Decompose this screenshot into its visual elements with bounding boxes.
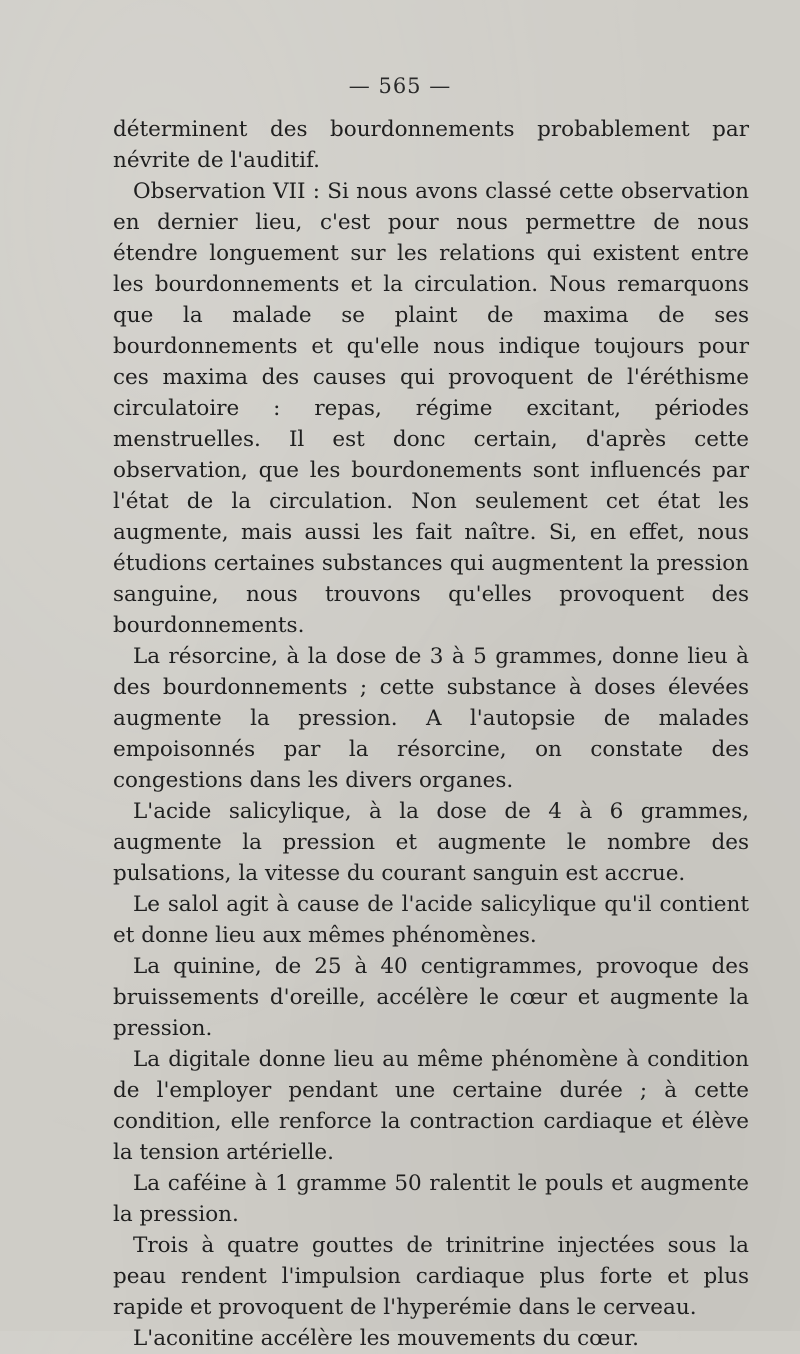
paragraph-8: La caféine à 1 gramme 50 ralentit le pouls et augmente la pression.	[113, 1171, 749, 1227]
paragraph-10: L'aconitine accélère les mouvements du cœur.	[133, 1326, 640, 1351]
paragraph-1: déterminent des bourdonnements probablement par névrite de l'auditif.	[113, 117, 749, 173]
body-text	[113, 114, 749, 1354]
page-number: — 565 —	[348, 74, 452, 98]
paragraph-5: Le salol agit à cause de l'acide salicylique qu'il contient et donne lieu aux mêmes phénomènes.	[113, 892, 749, 948]
paragraph-3: La résorcine, à la dose de 3 à 5 grammes, donne lieu à des bourdonnements ; cette substance à doses élevées augmente la pression. A l'autopsie de malades empoisonnés par la résorcine, on constate des congestions dans les divers organes.	[113, 644, 749, 793]
paragraph-6: La quinine, de 25 à 40 centigrammes, provoque des bruissements d'oreille, accélère le cœur et augmente la pression.	[113, 954, 749, 1041]
paragraph-9: Trois à quatre gouttes de trinitrine injectées sous la peau rendent l'impulsion cardiaque plus forte et plus rapide et provoquent de l'hyperémie dans le cerveau.	[113, 1233, 749, 1320]
paragraph-4: L'acide salicylique, à la dose de 4 à 6 grammes, augmente la pression et augmente le nombre des pulsations, la vitesse du courant sanguin est accrue.	[113, 799, 749, 886]
paragraph-2: Observation VII : Si nous avons classé cette observation en dernier lieu, c'est pour nous permettre de nous étendre longuement sur les relations qui existent entre les bourdonnements et la circulation. Nous remarquons que la malade se plaint de maxima de ses bourdonnements et qu'elle nous indique toujours pour ces maxima des causes qui provoquent de l'éréthisme circulatoire : repas, régime excitant, périodes menstruelles. Il est donc certain, d'après cette observation, que les bourdonements sont influencés par l'état de la circulation. Non seulement cet état les augmente, mais aussi les fait naître. Si, en effet, nous étudions certaines substances qui augmentent la pression sanguine, nous trouvons qu'elles provoquent des bourdonnements.	[113, 179, 749, 638]
paragraph-7: La digitale donne lieu au même phénomène à condition de l'employer pendant une certaine durée ; à cette condition, elle renforce la contraction cardiaque et élève la tension artérielle.	[113, 1047, 749, 1165]
